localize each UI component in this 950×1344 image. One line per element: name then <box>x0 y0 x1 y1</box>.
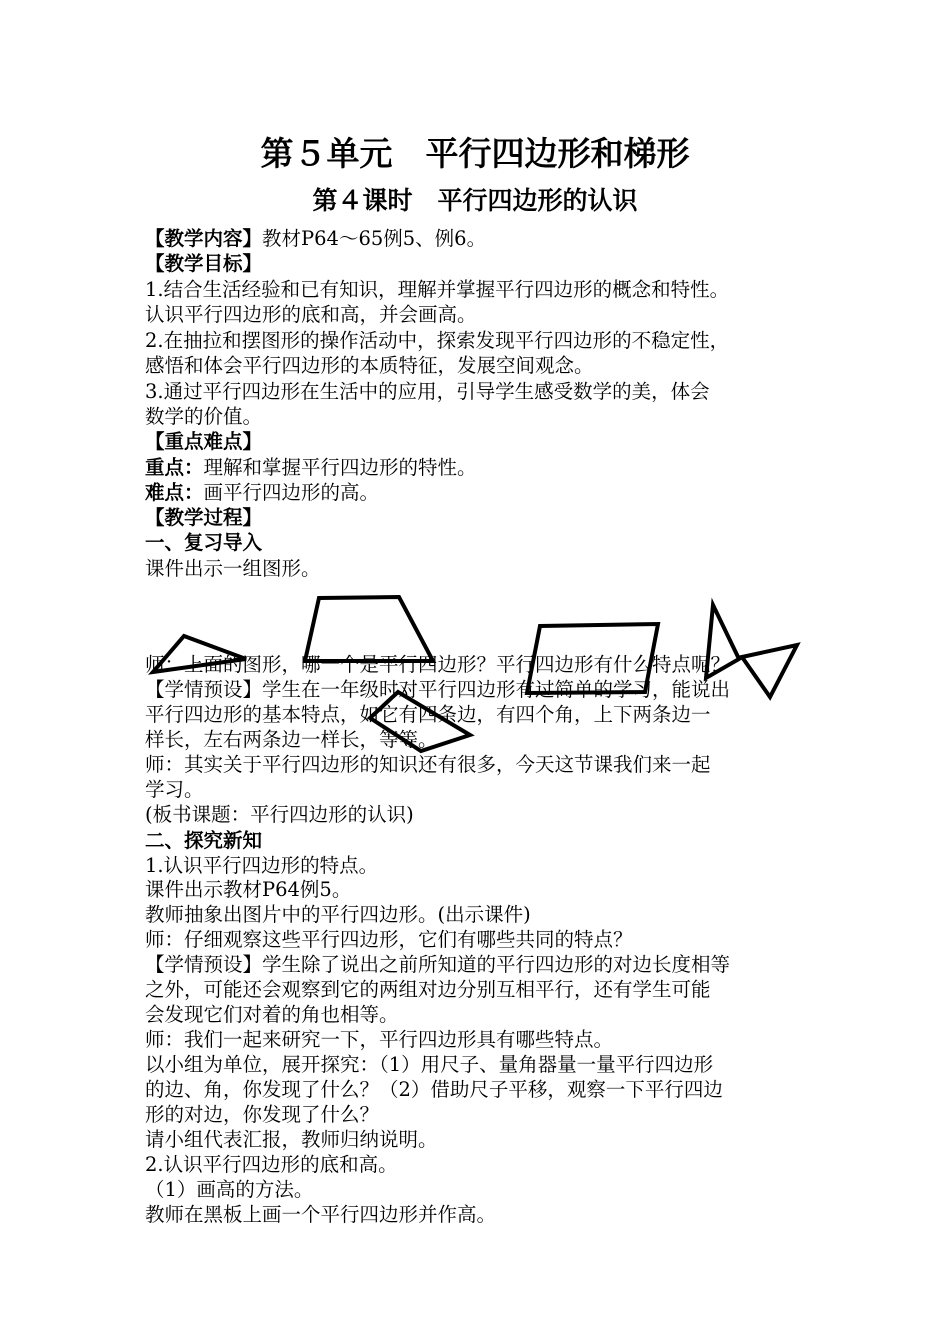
paragraph: 师：仔细观察这些平行四边形，它们有哪些共同的特点？ <box>145 928 633 951</box>
paragraph: 【学情预设】学生除了说出之前所知道的平行四边形的对边长度相等 <box>145 953 731 976</box>
paragraph: 教师抽象出图片中的平行四边形。(出示课件) <box>145 903 531 926</box>
goal-2b: 感悟和体会平行四边形的本质特征，发展空间观念。 <box>145 354 594 377</box>
goal-3b: 数学的价值。 <box>145 405 263 428</box>
content-text: 教材P64～65例5、例6。 <box>262 227 487 250</box>
part1-heading: 一、复习导入 <box>145 531 263 554</box>
lesson-title: 第４课时 平行四边形的认识 <box>312 186 638 215</box>
key-difficult-heading: 【重点难点】 <box>145 430 263 453</box>
unit-title: 第５单元 平行四边形和梯形 <box>260 134 690 173</box>
paragraph: (板书课题：平行四边形的认识) <box>145 803 414 826</box>
content-label: 【教学内容】 <box>145 227 263 250</box>
process-heading: 【教学过程】 <box>145 506 263 529</box>
paragraph: 会发现它们对着的角也相等。 <box>145 1003 399 1026</box>
part2-heading: 二、探究新知 <box>145 829 263 852</box>
paragraph: 以小组为单位，展开探究：（1）用尺子、量角器量一量平行四边形 <box>145 1053 714 1076</box>
difficult-label: 难点： <box>145 481 204 504</box>
paragraph: 之外，可能还会观察到它的两组对边分别互相平行，还有学生可能 <box>145 978 711 1001</box>
paragraph: 请小组代表汇报，教师归纳说明。 <box>145 1128 438 1151</box>
goal-3a: 3.通过平行四边形在生活中的应用，引导学生感受数学的美，体会 <box>145 380 710 403</box>
goals-heading: 【教学目标】 <box>145 252 263 275</box>
paragraph: 平行四边形的基本特点，如它有四条边，有四个角，上下两条边一 <box>145 703 711 726</box>
goal-1a: 1.结合生活经验和已有知识，理解并掌握平行四边形的概念和特性。 <box>145 278 730 301</box>
key-point-text: 理解和掌握平行四边形的特性。 <box>203 456 477 479</box>
paragraph: 形的对边，你发现了什么？ <box>145 1103 380 1126</box>
paragraph: 师：其实关于平行四边形的知识还有很多，今天这节课我们来一起 <box>145 753 711 776</box>
paragraph: 课件出示教材P64例5。 <box>145 878 352 901</box>
paragraph: 师：上面的图形，哪一个是平行四边形？平行四边形有什么特点呢？ <box>145 653 731 676</box>
paragraph: 样长，左右两条边一样长，等等。 <box>145 728 438 751</box>
paragraph: 的边、角，你发现了什么？（2）借助尺子平移，观察一下平行四边 <box>145 1078 723 1101</box>
paragraph: 教师在黑板上画一个平行四边形并作高。 <box>145 1203 497 1226</box>
paragraph: 学习。 <box>145 778 204 801</box>
paragraph: 2.认识平行四边形的底和高。 <box>145 1153 398 1176</box>
paragraph: 师：我们一起来研究一下，平行四边形具有哪些特点。 <box>145 1028 614 1051</box>
goal-2a: 2.在抽拉和摆图形的操作活动中，探索发现平行四边形的不稳定性， <box>145 329 730 352</box>
paragraph: 1.认识平行四边形的特点。 <box>145 854 379 877</box>
difficult-text: 画平行四边形的高。 <box>203 481 380 504</box>
paragraph: 【学情预设】学生在一年级时对平行四边形有过简单的学习，能说出 <box>145 678 731 701</box>
goal-1b: 认识平行四边形的底和高，并会画高。 <box>145 303 477 326</box>
paragraph: （1）画高的方法。 <box>145 1178 314 1201</box>
triangle-shape-right-small <box>742 645 797 697</box>
key-point-label: 重点： <box>145 456 204 479</box>
paragraph: 课件出示一组图形。 <box>145 557 321 580</box>
